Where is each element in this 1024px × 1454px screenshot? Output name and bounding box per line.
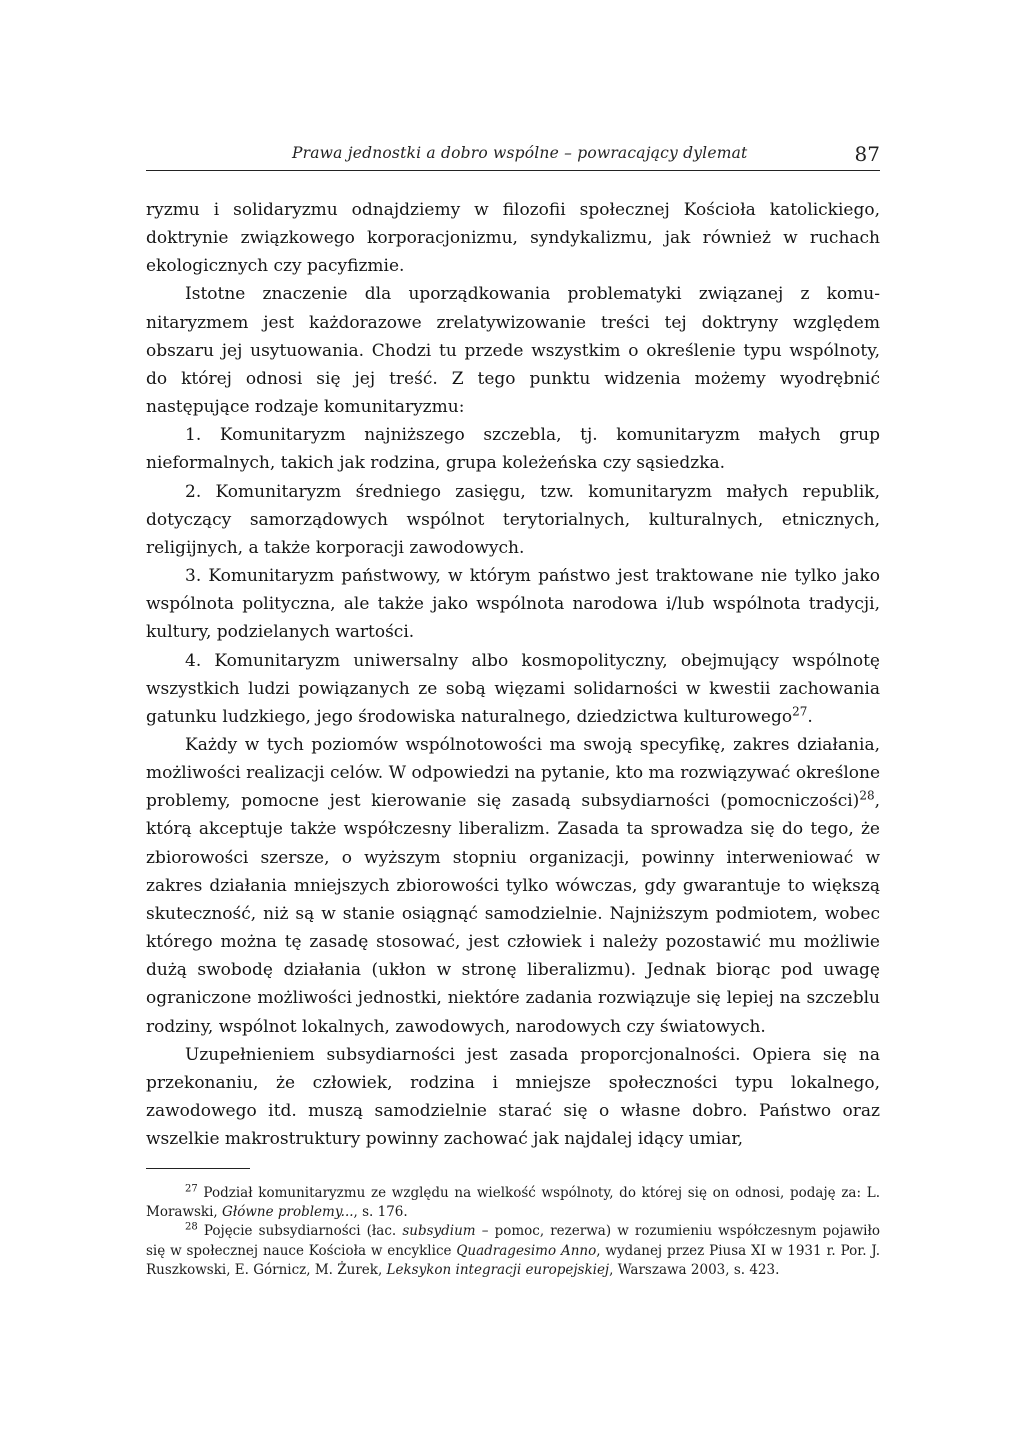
paragraph — [146, 421, 880, 477]
text-run: 4. Komunitaryzm uniwersalny albo kosmopolityczny, obejmujący wspólnotę wszystkich ludzi powiązanych ze sobą więzami solidarności w kwestii zachowania gatunku ludzkiego, jego środowiska naturalnego, dziedzictwa kulturowego — [146, 650, 880, 727]
text-run: Każdy w tych poziomów wspólnotowości ma swoją specyfikę, zakres działania, możliwości realizacji celów. W odpowiedzi na pytanie, kto ma rozwiązywać określone problemy, pomocne jest kierowanie się zasadą subsydiarności (pomocniczości) — [146, 734, 880, 812]
footnote-reference: 27 — [792, 704, 808, 719]
footnote-reference: 28 — [185, 1221, 198, 1233]
italic-text: subsydium — [402, 1223, 476, 1240]
text-run: Pojęcie subsydiarności (łac. — [197, 1223, 403, 1240]
text-run: , wydanej przez Piusa XI w 1931 r. Por. J. Ruszkowski, E. Górnicz, M. Żurek, — [146, 1242, 880, 1278]
text-run: . — [807, 706, 813, 727]
text-run: – pomoc, rezerwa) w rozumieniu współczesnym pojawiło się w społecznej nauce Kościoła w encyklice — [146, 1223, 880, 1259]
paragraph — [146, 647, 880, 731]
text-run: , s. 176. — [353, 1204, 408, 1221]
text-run: 1. Komunitaryzm najniższego szczebla, tj. komunitaryzm małych grup nieformalnych, takich jak rodzina, grupa koleżeńska czy sąsiedzka. — [146, 425, 880, 474]
footnote-reference: 28 — [859, 788, 875, 803]
text-run: , którą akceptuje także współczesny liberalizm. Zasada ta sprowadza się do tego, że zbiorowości szersze, o wyższym stopniu organizacji, powinny interweniować w zakres działania mniejszych zbiorowości tylko wówczas, gdy gwarantuje to większą skuteczność, niż są w stanie osiągnąć samodzielnie. Najniższym podmiotem, wobec którego można tę zasadę stosować, jest człowiek i należy pozostawić mu możliwie dużą swobodę działania (ukłon w stronę liberalizmu). Jednak biorąc pod uwagę ograniczone możliwości jednostki, niektóre zadania rozwiązuje się lepiej na szczeblu rodziny, wspólnot lokalnych, zawodowych, narodowych czy światowych. — [146, 791, 880, 1037]
running-header — [146, 144, 880, 171]
paragraph — [146, 1041, 880, 1154]
paragraph — [146, 280, 880, 421]
footnote-reference: 27 — [185, 1183, 198, 1195]
paragraph — [146, 196, 880, 280]
running-title: Prawa jednostki a dobro wspólne – powracający dylemat — [292, 144, 748, 162]
text-run: Uzupełnieniem subsydiarności jest zasada proporcjonalności. Opiera się na przekonaniu, że człowiek, rodzina i mniejsze społeczności typu lokalnego, zawodowego itd. muszą samodzielnie starać się o własne dobro. Państwo oraz wszelkie makrostruktury powinny zachować jak najdalej idący umiar, — [146, 1044, 880, 1150]
text-run: Istotne znaczenie dla uporządkowania problematyki związanej z komunitaryzmem jest każdorazowe zrelatywizowanie treści tej doktryny względem obszaru jej usytuowania. Chodzi tu przede wszystkim o określenie typu wspólnoty, do której odnosi się jej treść. Z tego punktu widzenia możemy wyodrębnić następujące rodzaje komunitaryzmu: — [146, 284, 880, 418]
text-run: , Warszawa 2003, s. 423. — [609, 1261, 780, 1278]
paragraph — [146, 562, 880, 646]
paragraph — [146, 731, 880, 1041]
body-text — [146, 196, 880, 1153]
text-run: Podział komunitaryzmu ze względu na wielkość wspólnoty, do której się on odnosi, podaję za: L. Morawski, — [146, 1185, 880, 1221]
italic-text: Główne problemy... — [222, 1204, 354, 1221]
text-run: 2. Komunitaryzm średniego zasięgu, tzw. komunitaryzm małych republik, dotyczący samorządowych wspólnot terytorialnych, kulturalnych, etnicznych, religijnych, a także korporacji zawodowych. — [146, 481, 880, 558]
footnote — [146, 1222, 880, 1280]
footnote — [146, 1184, 880, 1222]
italic-text: Leksykon integracji europejskiej — [386, 1261, 610, 1278]
footnotes — [146, 1184, 880, 1280]
paragraph — [146, 478, 880, 562]
italic-text: Quadragesimo Anno — [456, 1242, 597, 1259]
page-number: 87 — [854, 142, 880, 166]
footnote-divider — [146, 1168, 250, 1169]
text-run: 3. Komunitaryzm państwowy, w którym państwo jest traktowane nie tylko jako wspólnota polityczna, ale także jako wspólnota narodowa i/lub wspólnota tradycji, kultury, podzielanych wartości. — [146, 566, 880, 643]
text-run: ryzmu i solidaryzmu odnajdziemy w filozofii społecznej Kościoła katolickiego, doktrynie związkowego korporacjonizmu, syndykalizmu, jak również w ruchach ekologicznych czy pacyfizmie. — [146, 200, 880, 277]
